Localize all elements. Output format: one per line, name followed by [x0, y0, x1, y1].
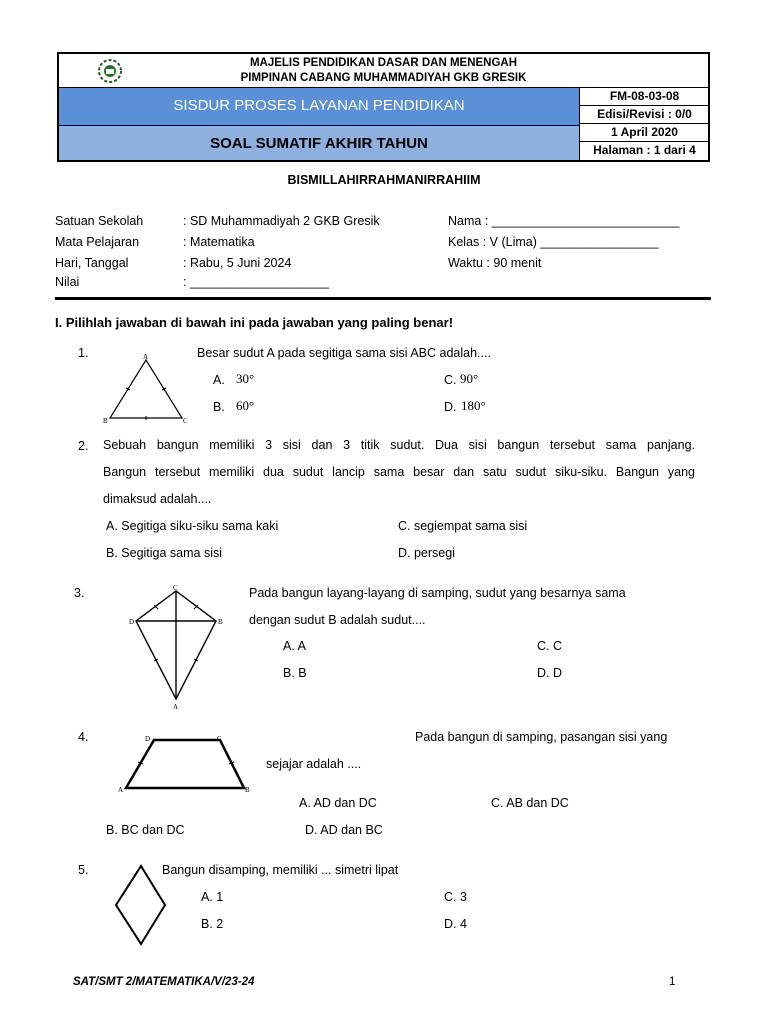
q1-option-d-value: 180°	[461, 398, 486, 413]
q3-number: 3.	[74, 586, 85, 600]
q2-text	[103, 432, 695, 513]
fig4-label-a: A	[118, 786, 124, 794]
q5-option-b[interactable]: B. 2	[201, 917, 224, 931]
fig4-label-b: B	[245, 786, 250, 794]
hari-value: : Rabu, 5 Juni 2024	[183, 256, 292, 270]
q2-option-b[interactable]: B. Segitiga sama sisi	[106, 546, 223, 560]
fig3-label-b: B	[218, 618, 223, 626]
footer-page-number: 1	[669, 976, 676, 988]
q2-line-3: dimaksud adalah....	[103, 492, 212, 506]
q2-number: 2.	[78, 439, 89, 453]
header-title-2-cell	[59, 126, 579, 160]
nilai-field[interactable]: : ____________________	[183, 275, 329, 289]
waktu-field: Waktu : 90 menit	[448, 256, 542, 270]
q3-option-b[interactable]: B. B	[283, 666, 307, 680]
revision: Edisi/Revisi : 0/0	[580, 106, 709, 124]
bismillah-heading: BISMILLAHIRRAHMANIRRAHIIM	[287, 173, 481, 187]
q1-number: 1.	[78, 346, 89, 360]
fig1-label-b: B	[103, 417, 108, 425]
header-title-1-cell	[59, 88, 579, 126]
q2-line-1: Sebuah bangun memiliki 3 sisi dan 3 titik sudut. Dua sisi bangun tersebut sama panjang.	[103, 438, 695, 452]
fig4-label-d: D	[145, 735, 151, 743]
mapel-label: Mata Pelajaran	[55, 235, 140, 249]
form-date: 1 April 2020	[580, 124, 709, 142]
q5-text: Bangun disamping, memiliki ... simetri lipat	[162, 863, 399, 877]
q1-option-b-value: 60°	[236, 398, 255, 413]
satuan-label: Satuan Sekolah	[55, 214, 144, 228]
footer-code: SAT/SMT 2/MATEMATIKA/V/23-24	[73, 976, 255, 988]
q2-option-a[interactable]: A. Segitiga siku-siku sama kaki	[106, 519, 279, 533]
q2-option-d[interactable]: D. persegi	[398, 546, 455, 560]
q4-option-c[interactable]: C. AB dan DC	[491, 796, 569, 810]
q4-number: 4.	[78, 730, 89, 744]
q4-line-2: sejajar adalah ....	[266, 757, 362, 771]
nama-field[interactable]: Nama : ___________________________	[448, 214, 680, 228]
divider-line	[55, 297, 711, 300]
kelas-field: Kelas : V (Lima) _________________	[448, 235, 659, 249]
header-title-1: SISDUR PROSES LAYANAN PENDIDIKAN	[173, 97, 465, 114]
q3-option-c[interactable]: C. C	[537, 639, 562, 653]
q3-line-1: Pada bangun layang-layang di samping, sudut yang besarnya sama	[249, 586, 626, 600]
q1-option-a-value: 30°	[236, 371, 255, 386]
q1-option-c-label[interactable]: C.	[444, 373, 457, 387]
trapezoid-figure	[116, 732, 256, 796]
kite-figure	[126, 583, 226, 711]
q3-line-2: dengan sudut B adalah sudut....	[249, 613, 426, 627]
q4-option-a[interactable]: A. AD dan DC	[299, 796, 377, 810]
q2-line-2: Bangun tersebut memiliki dua sudut lancip sama besar dan satu sudut siku-siku. Bangun yang	[103, 465, 695, 479]
q5-option-c[interactable]: C. 3	[444, 890, 467, 904]
section-title: I. Pilihlah jawaban di bawah ini pada jawaban yang paling benar!	[55, 315, 454, 330]
fig4-label-c: C	[217, 735, 222, 743]
header-title-2: SOAL SUMATIF AKHIR TAHUN	[210, 135, 428, 152]
q1-option-c-value: 90°	[460, 371, 479, 386]
q3-option-d[interactable]: D. D	[537, 666, 562, 680]
fig1-label-c: C	[183, 417, 188, 425]
nilai-label: Nilai	[55, 275, 80, 289]
q5-option-a[interactable]: A. 1	[201, 890, 224, 904]
fig3-label-d: D	[129, 618, 135, 626]
q1-text: Besar sudut A pada segitiga sama sisi ABC adalah....	[197, 346, 491, 360]
org-line-1: MAJELIS PENDIDIKAN DASAR DAN MENENGAH	[249, 57, 518, 69]
q4-line-1: Pada bangun di samping, pasangan sisi yang	[415, 730, 668, 744]
q1-option-b-label[interactable]: B.	[213, 400, 225, 414]
q1-option-d-label[interactable]: D.	[444, 400, 457, 414]
satuan-value: : SD Muhammadiyah 2 GKB Gresik	[183, 214, 380, 228]
header-table	[57, 52, 710, 162]
fig3-label-a: A	[173, 703, 179, 711]
fig3-label-c: C	[173, 584, 178, 592]
q4-option-d[interactable]: D. AD dan BC	[305, 823, 383, 837]
q1-option-a-label[interactable]: A.	[213, 373, 225, 387]
org-line-2: PIMPINAN CABANG MUHAMMADIYAH GKB GRESIK	[240, 72, 527, 84]
mapel-value: : Matematika	[183, 235, 255, 249]
q2-option-c[interactable]: C. segiempat sama sisi	[398, 519, 528, 533]
header-org-row	[59, 54, 708, 88]
hari-label: Hari, Tanggal	[55, 256, 129, 270]
equilateral-triangle-figure	[100, 352, 192, 426]
fig1-label-a: A	[143, 353, 149, 361]
header-meta-column	[579, 88, 709, 160]
q4-option-b[interactable]: B. BC dan DC	[106, 823, 185, 837]
q5-option-d[interactable]: D. 4	[444, 917, 467, 931]
form-code: FM-08-03-08	[580, 88, 709, 106]
page-info: Halaman : 1 dari 4	[593, 143, 696, 157]
q3-option-a[interactable]: A. A	[283, 639, 306, 653]
q5-number: 5.	[78, 863, 89, 877]
